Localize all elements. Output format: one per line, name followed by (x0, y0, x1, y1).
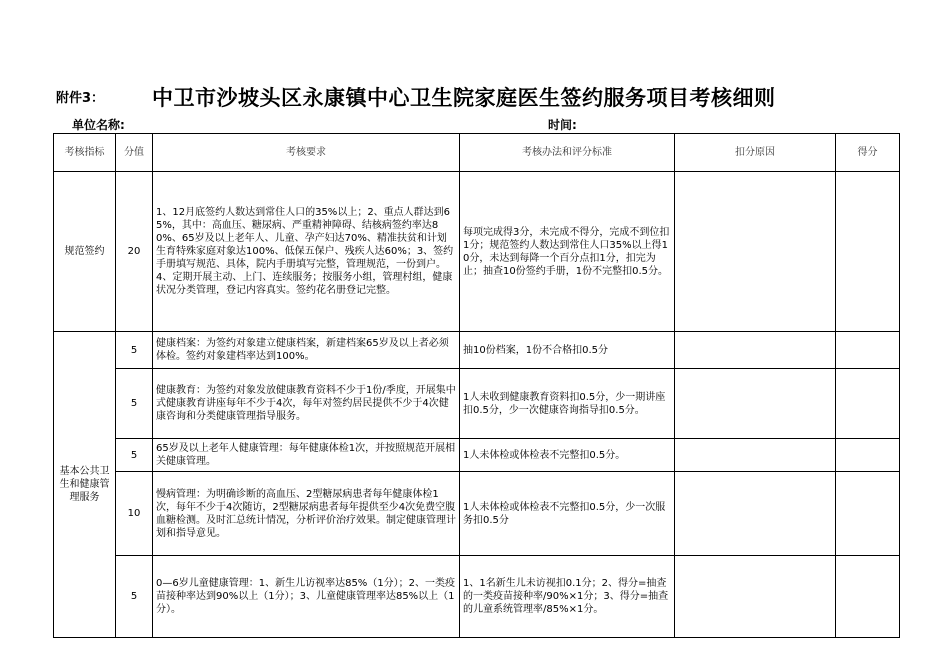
requirement-cell: 1、12月底签约人数达到常住人口的35%以上；2、重点人群达到65%，其中：高血压、糖尿病、严重精神障碍、结核病签约率达80%、65岁及以上老年人、儿童、孕产妇达70%、精准扶贫和计划生育特殊家庭对象达100%、低保五保户、残疾人达60%；3、签约手册填写规范、具体，院内手册填写完整，管理规范，一份到户。4、定期开展主动、上门、连续服务；按服务小组，管理村组，健康状况分类管理，登记内容真实。签约花名册登记完整。 (153, 172, 460, 332)
score-cell: 5 (116, 332, 153, 369)
requirement-cell: 健康教育：为签约对象发放健康教育资料不少于1份/季度，开展集中式健康教育讲座每年不少于4次，每年对签约居民提供不少于4次健康咨询和分类健康管理指导服务。 (153, 369, 460, 439)
points-cell[interactable] (836, 332, 900, 369)
method-cell: 1人未收到健康教育资料扣0.5分，少一期讲座扣0.5分，少一次健康咨询指导扣0.5分。 (460, 369, 675, 439)
requirement-cell: 65岁及以上老年人健康管理：每年健康体检1次，并按照规范开展相关健康管理。 (153, 439, 460, 472)
document-title: 中卫市沙坡头区永康镇中心卫生院家庭医生签约服务项目考核细则 (152, 86, 776, 110)
unit-name-label: 单位名称: (72, 118, 125, 132)
deduction-reason-cell[interactable] (675, 472, 836, 556)
deduction-reason-cell[interactable] (675, 439, 836, 472)
method-cell: 1人未体检或体检表不完整扣0.5分。 (460, 439, 675, 472)
header-indicator: 考核指标 (54, 134, 116, 172)
table-row (54, 472, 900, 556)
header-method: 考核办法和评分标准 (460, 134, 675, 172)
score-cell: 20 (116, 172, 153, 332)
points-cell[interactable] (836, 472, 900, 556)
score-cell: 5 (116, 439, 153, 472)
method-cell: 每项完成得3分，未完成不得分，完成不到位扣1分；规范签约人数达到常住人口35%以上得10分，未达到每降一个百分点扣1分，扣完为止；抽查10份签约手册，1份不完整扣0.5分。 (460, 172, 675, 332)
table-row (54, 439, 900, 472)
table-row (54, 332, 900, 369)
table-row (54, 172, 900, 332)
attachment-label: 附件3： (56, 91, 105, 106)
score-cell: 10 (116, 472, 153, 556)
points-cell[interactable] (836, 556, 900, 638)
table-row (54, 369, 900, 439)
requirement-cell: 慢病管理：为明确诊断的高血压、2型糖尿病患者每年健康体检1次，每年不少于4次随访，2型糖尿病患者每年提供至少4次免费空腹血糖检测。及时汇总统计情况，分析评价治疗效果。制定健康管理计划和指导意见。 (153, 472, 460, 556)
deduction-reason-cell[interactable] (675, 332, 836, 369)
table-row (54, 556, 900, 638)
score-cell: 5 (116, 369, 153, 439)
deduction-reason-cell[interactable] (675, 369, 836, 439)
score-cell: 5 (116, 556, 153, 638)
indicator-cell: 基本公共卫生和健康管理服务 (54, 332, 116, 638)
assessment-table (53, 133, 900, 638)
header-requirement: 考核要求 (153, 134, 460, 172)
points-cell[interactable] (836, 439, 900, 472)
table-header-row (54, 134, 900, 172)
points-cell[interactable] (836, 369, 900, 439)
time-label: 时间: (548, 118, 577, 132)
method-cell: 抽10份档案，1份不合格扣0.5分 (460, 332, 675, 369)
method-cell: 1、1名新生儿未访视扣0.1分；2、得分=抽查的一类疫苗接种率/90%×1分；3、得分=抽查的儿童系统管理率/85%×1分。 (460, 556, 675, 638)
points-cell[interactable] (836, 172, 900, 332)
header-points: 得分 (836, 134, 900, 172)
deduction-reason-cell[interactable] (675, 172, 836, 332)
header-deduction-reason: 扣分原因 (675, 134, 836, 172)
deduction-reason-cell[interactable] (675, 556, 836, 638)
requirement-cell: 健康档案：为签约对象建立健康档案，新建档案65岁及以上者必须体检。签约对象建档率达到100%。 (153, 332, 460, 369)
requirement-cell: 0—6岁儿童健康管理：1、新生儿访视率达85%（1分）；2、一类疫苗接种率达到90%以上（1分）；3、儿童健康管理率达85%以上（1分）。 (153, 556, 460, 638)
header-score: 分值 (116, 134, 153, 172)
method-cell: 1人未体检或体检表不完整扣0.5分，少一次服务扣0.5分 (460, 472, 675, 556)
indicator-cell: 规范签约 (54, 172, 116, 332)
